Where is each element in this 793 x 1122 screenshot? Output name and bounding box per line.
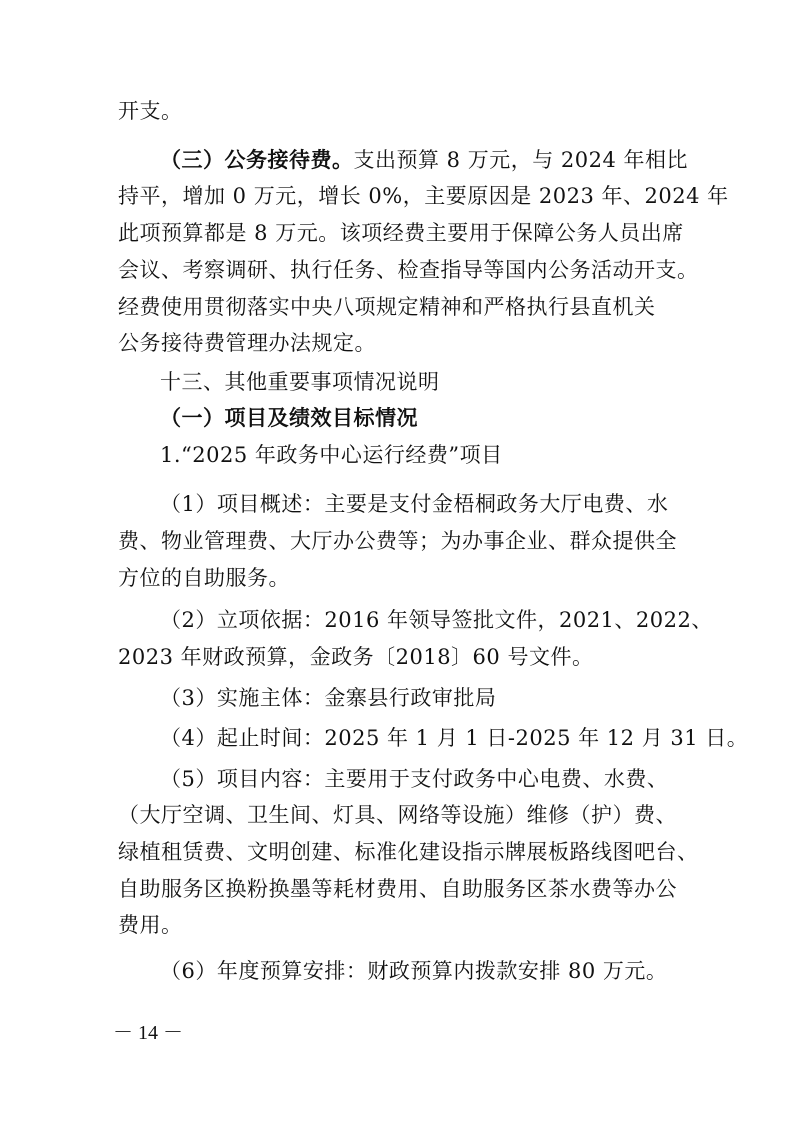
line-text: 1.“2025 年政务中心运行经费”项目	[160, 443, 503, 467]
line-text: （大厅空调、卫生间、灯具、网络等设施）维修（护）费、	[118, 803, 677, 827]
line-text: 2023 年财政预算，金政务〔2018〕60 号文件。	[118, 645, 594, 669]
line-text: 开支。	[118, 99, 183, 123]
paragraph-line	[118, 329, 376, 357]
page-number: － 14 －	[113, 1022, 183, 1044]
heading-text: 十三、其他重要事项情况说明	[160, 370, 440, 394]
paragraph-line	[118, 256, 699, 284]
paragraph-line	[118, 911, 183, 939]
line-text: 自助服务区换粉换墨等耗材费用、自助服务区茶水费等办公	[118, 877, 677, 901]
line-text: 支出预算 8 万元，与 2024 年相比	[353, 148, 689, 172]
paragraph-line	[160, 606, 713, 634]
paragraph-line	[118, 801, 677, 829]
subsection-heading	[160, 404, 418, 432]
paragraph-line	[118, 219, 684, 247]
line-text: （3）实施主体：金寨县行政审批局	[160, 686, 497, 710]
paragraph-line	[118, 643, 593, 671]
line-text: 此项预算都是 8 万元。该项经费主要用于保障公务人员出席	[118, 221, 684, 245]
line-text: 经费使用贯彻落实中央八项规定精神和严格执行县直机关	[118, 295, 656, 319]
line-text: （2）立项依据：2016 年领导签批文件，2021、2022、	[160, 608, 713, 632]
line-text: 费、物业管理费、大厅办公费等；为办事企业、群众提供全	[118, 529, 677, 553]
item-heading	[160, 441, 503, 469]
paragraph-line	[160, 765, 668, 793]
line-text: （5）项目内容：主要用于支付政务中心电费、水费、	[160, 767, 669, 791]
line-text: 持平，增加 0 万元，增长 0%，主要原因是 2023 年、2024 年	[118, 184, 729, 208]
section-heading-inline: （三）公务接待费。	[160, 147, 354, 172]
line-text: 费用。	[118, 913, 183, 937]
paragraph-line	[160, 490, 668, 518]
line-text: （6）年度预算安排：财政预算内拨款安排 80 万元。	[160, 959, 668, 983]
line-text: （4）起止时间：2025 年 1 月 1 日-2025 年 12 月 31 日。	[160, 726, 749, 750]
line-text: 绿植租赁费、文明创建、标准化建设指示牌展板路线图吧台、	[118, 840, 699, 864]
paragraph-line	[118, 875, 677, 903]
paragraph-line	[118, 182, 729, 210]
paragraph-line	[160, 724, 748, 752]
section-heading	[160, 368, 440, 396]
paragraph-line	[160, 684, 496, 712]
line-text: 会议、考察调研、执行任务、检查指导等国内公务活动开支。	[118, 258, 699, 282]
line-text: 公务接待费管理办法规定。	[118, 331, 376, 355]
paragraph-line	[118, 527, 677, 555]
paragraph-line	[118, 97, 183, 125]
line-text: 方位的自助服务。	[118, 566, 290, 590]
paragraph-line	[118, 564, 290, 592]
paragraph-line	[118, 838, 699, 866]
paragraph-line	[118, 293, 656, 321]
heading-text: （一）项目及绩效目标情况	[160, 405, 418, 430]
line-text: （1）项目概述：主要是支付金梧桐政务大厅电费、水	[160, 492, 669, 516]
paragraph-line	[160, 146, 688, 174]
paragraph-line	[160, 957, 667, 985]
